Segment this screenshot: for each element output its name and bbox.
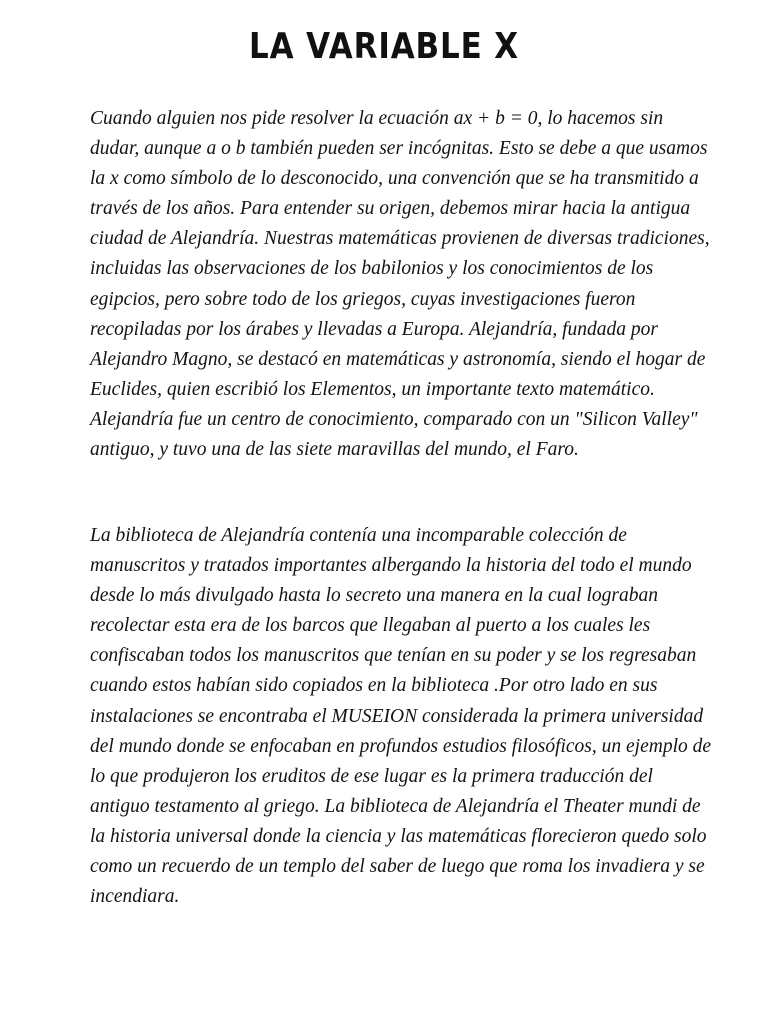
page-title: LA VARIABLE X bbox=[249, 26, 519, 67]
paragraph-1: Cuando alguien nos pide resolver la ecuación ax + b = 0, lo hacemos sin dudar, aunque a o b también pueden ser incógnitas. Esto se debe a que usamos la x como símbolo de lo desconocido, una convención que se ha transmitido a través de los años. Para entender su origen, debemos mirar hacia la antigua ciudad de Alejandría. Nuestras matemáticas provienen de diversas tradiciones, incluidas las observaciones de los babilonios y los conocimientos de los egipcios, pero sobre todo de los griegos, cuyas investigaciones fueron recopiladas por los árabes y llevadas a Europa. Alejandría, fundada por Alejandro Magno, se destacó en matemáticas y astronomía, siendo el hogar de Euclides, quien escribió los Elementos, un importante texto matemático. Alejandría fue un centro de conocimiento, comparado con un "Silicon Valley" antiguo, y tuvo una de las siete maravillas del mundo, el Faro. bbox=[90, 108, 710, 461]
paragraph-2: La biblioteca de Alejandría contenía una incomparable colección de manuscritos y tratados importantes albergando la historia del todo el mundo desde lo más divulgado hasta lo secreto una manera en la cual lograban recolectar esta era de los barcos que llegaban al puerto a los cuales les confiscaban todos los manuscritos que tenían en su poder y se los regresaban cuando estos habían sido copiados en la biblioteca .Por otro lado en sus instalaciones se encontraba el MUSEION considerada la primera universidad del mundo donde se enfocaban en profundos estudios filosóficos, un ejemplo de lo que produjeron los eruditos de ese lugar es la primera traducción del antiguo testamento al griego. La biblioteca de Alejandría el Theater mundi de la historia universal donde la ciencia y las matemáticas florecieron quedo solo como un recuerdo de un templo del saber de luego que roma los invadiera y se incendiara. bbox=[90, 525, 712, 908]
